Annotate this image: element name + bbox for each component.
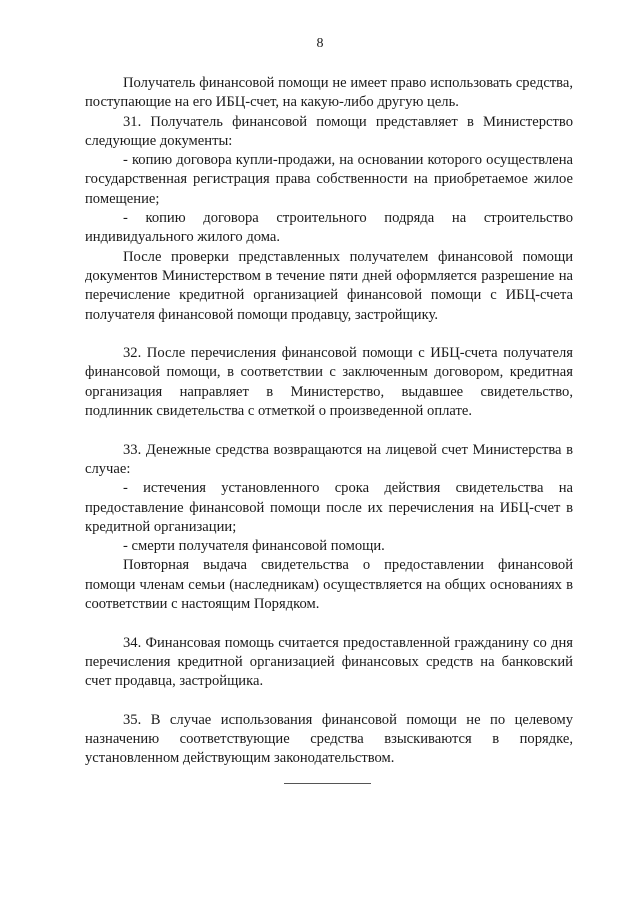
list-item-expiration: - истечения установленного срока действия свидетельства на предоставление финансовой помощи после их перечисления на ИБЦ-счет в кредитной организации; <box>85 480 573 535</box>
list-item-construction-contract: - копию договора строительного подряда на строительство индивидуального жилого дома. <box>85 210 573 246</box>
document-body <box>85 74 573 769</box>
page-number: 8 <box>316 36 324 51</box>
paragraph-use-restriction: Получатель финансовой помощи не имеет право использовать средства, поступающие на его ИБЦ-счет, на какую-либо другую цель. <box>85 75 573 111</box>
paragraph-32: 32. После перечисления финансовой помощи с ИБЦ-счета получателя финансовой помощи, в соответствии с заключенным договором, кредитная организация направляет в Министерство, выдавшее свидетельство, подлинник свидетельства с отметкой о произведенной оплате. <box>85 345 573 420</box>
list-item-sale-contract: - копию договора купли-продажи, на основании которого осуществлена государственная регистрация права собственности на приобретаемое жилое помещение; <box>85 152 573 207</box>
paragraph-verification: После проверки представленных получателем финансовой помощи документов Министерством в течение пяти дней оформляется разрешение на перечисление кредитной организацией финансовой помощи с ИБЦ-счета получателя финансовой помощи продавцу, застройщику. <box>85 248 573 323</box>
paragraph-34: 34. Финансовая помощь считается предоставленной гражданину со дня перечисления кредитной организацией финансовых средств на банковский счет продавца, застройщика. <box>85 634 573 690</box>
paragraph-reissue: Повторная выдача свидетельства о предоставлении финансовой помощи членам семьи (наследникам) осуществляется на общих основаниях в соответствии с настоящим Порядком. <box>85 557 573 613</box>
end-divider <box>284 783 371 784</box>
list-item-death: - смерти получателя финансовой помощи. <box>123 538 385 555</box>
paragraph-31: 31. Получатель финансовой помощи представляет в Министерство следующие документы: <box>85 113 573 149</box>
paragraph-35: 35. В случае использования финансовой помощи не по целевому назначению соответствующие средства взыскиваются в порядке, установленном действующим законодательством. <box>85 711 573 767</box>
paragraph-33: 33. Денежные средства возвращаются на лицевой счет Министерства в случае: <box>85 441 573 477</box>
